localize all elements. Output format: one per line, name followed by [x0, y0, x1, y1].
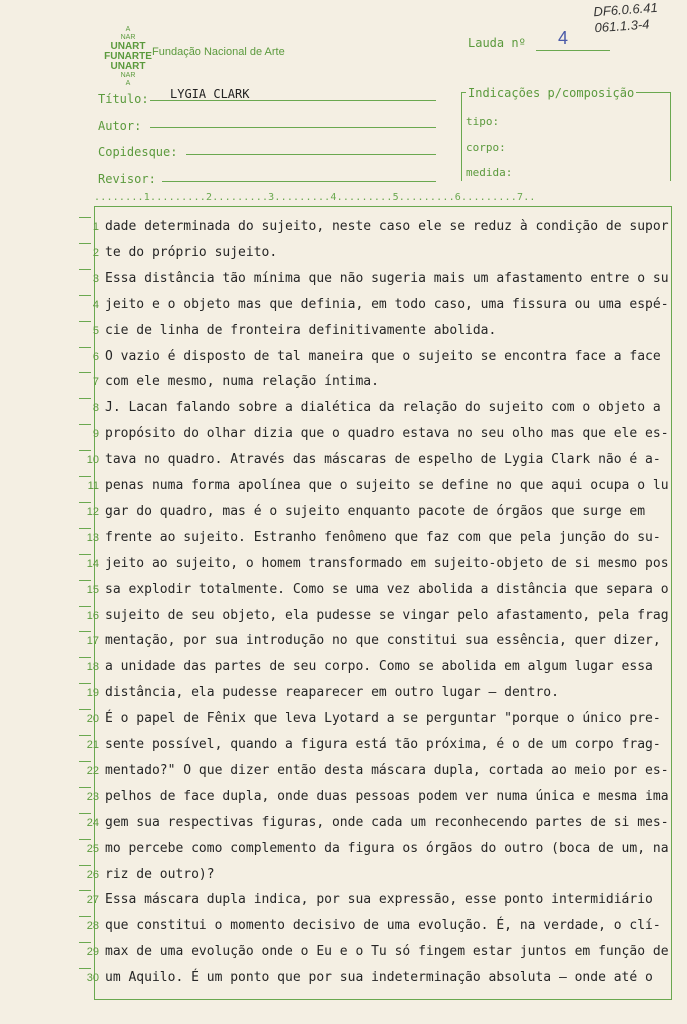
- stamp-line-2: 061.1.3-4: [594, 16, 650, 36]
- line-number: 6: [92, 350, 99, 363]
- text-area: [86, 206, 672, 1000]
- line-number-mark: [79, 865, 91, 866]
- medida-label: medida:: [466, 166, 513, 179]
- text-line: [86, 813, 671, 839]
- line-number: 16: [86, 609, 99, 622]
- line-text: mo percebe como complemento da figura os órgãos do outro (boca de um, na: [105, 840, 669, 856]
- line-number: 3: [92, 272, 99, 285]
- line-text: te do próprio sujeito.: [105, 244, 278, 260]
- line-text: sa explodir totalmente. Como se uma vez abolida a distância que separa o: [105, 581, 669, 597]
- line-number: 24: [86, 816, 99, 829]
- line-text: jeito ao sujeito, o homem transformado em sujeito-objeto de si mesmo pos: [105, 555, 669, 571]
- logo-line: A: [125, 80, 131, 87]
- archive-stamp: [593, 0, 659, 36]
- line-text: Essa distância tão mínima que não sugeria mais um afastamento entre o su: [105, 270, 669, 286]
- line-text: a unidade das partes de seu corpo. Como se abolida em algum lugar essa: [105, 659, 653, 675]
- line-number-mark: [79, 502, 91, 503]
- text-line: [86, 890, 671, 916]
- line-text: max de uma evolução onde o Eu e o Tu só fingem estar juntos em função de: [105, 944, 669, 960]
- autor-line: [150, 127, 436, 128]
- line-text: dade determinada do sujeito, neste caso ele se reduz à condição de supor: [105, 219, 669, 234]
- line-number: 30: [86, 972, 99, 985]
- titulo-value: LYGIA CLARK: [170, 87, 250, 101]
- text-line: [87, 476, 671, 502]
- line-number-mark: [79, 424, 91, 425]
- line-text: Essa máscara dupla indica, por sua expressão, esse ponto intermidiário: [105, 892, 653, 908]
- line-number: 7: [92, 376, 99, 389]
- text-line: [86, 502, 671, 528]
- titulo-label: Título:: [98, 92, 149, 106]
- text-line: [86, 554, 671, 580]
- line-number-mark: [79, 321, 91, 322]
- text-line: [92, 269, 671, 295]
- column-ruler: ........1.........2.........3.........4.........5.........6.........7..: [94, 192, 536, 203]
- line-text: propósito do olhar dizia que o quadro estava no seu olho mas que ele es-: [105, 426, 669, 442]
- line-number-mark: [79, 372, 91, 373]
- line-number-mark: [79, 683, 91, 684]
- text-line: [86, 865, 671, 891]
- line-text: riz de outro)?: [105, 866, 215, 882]
- line-number-mark: [79, 890, 91, 891]
- line-text: pelhos de face dupla, onde duas pessoas podem ver numa única e mesma ima: [105, 788, 669, 804]
- text-line: [86, 787, 671, 813]
- logo-line: FUNARTE: [104, 51, 152, 62]
- line-number: 23: [86, 790, 99, 803]
- text-line: [92, 217, 671, 243]
- text-line: [92, 347, 671, 373]
- line-number-mark: [79, 839, 91, 840]
- text-line: [86, 450, 671, 476]
- line-text: J. Lacan falando sobre a dialética da relação do sujeito com o objeto a: [105, 400, 661, 416]
- line-text: penas numa forma apolínea que o sujeito se define no que aqui ocupa o lu: [105, 478, 669, 493]
- line-number: 15: [86, 583, 99, 596]
- text-line: [86, 942, 671, 968]
- line-number-mark: [79, 631, 91, 632]
- text-line: [92, 295, 671, 321]
- line-number-mark: [79, 657, 91, 658]
- line-text: cie de linha de fronteira definitivamente abolida.: [105, 322, 497, 338]
- line-number: 25: [86, 842, 99, 855]
- line-number-mark: [79, 476, 91, 477]
- line-number-mark: [79, 269, 91, 270]
- line-number-mark: [79, 217, 91, 218]
- line-number: 28: [86, 920, 99, 933]
- line-number: 27: [86, 894, 99, 907]
- line-text: gem sua respectivas figuras, onde cada um reconhecendo partes de si mes-: [105, 814, 669, 830]
- line-text: um Aquilo. É um ponto que por sua indeterminação absoluta — onde até o: [105, 970, 653, 986]
- line-text: mentado?" O que dizer então desta máscara dupla, cortada ao meio por es-: [105, 762, 669, 778]
- logo-line: UNART: [110, 41, 146, 52]
- line-number: 29: [86, 946, 99, 959]
- logo-line: NAR: [120, 72, 136, 79]
- text-line: [92, 372, 671, 398]
- line-text: gar do quadro, mas é o sujeito enquanto pacote de órgãos que surge em: [105, 503, 646, 519]
- text-line: [86, 761, 671, 787]
- text-line: [86, 709, 671, 735]
- line-number: 21: [86, 739, 99, 751]
- logo-line: A: [125, 26, 131, 33]
- indicacoes-title: Indicações p/composição: [468, 86, 635, 100]
- line-text: com ele mesmo, numa relação íntima.: [105, 374, 379, 390]
- lauda-number: 4: [558, 28, 569, 48]
- line-number: 2: [92, 246, 99, 259]
- line-number: 19: [86, 687, 99, 700]
- line-number: 1: [92, 221, 99, 233]
- text-line: [86, 735, 671, 761]
- line-number: 5: [92, 324, 99, 337]
- lauda-underline: [536, 50, 610, 51]
- line-number: 18: [86, 661, 99, 674]
- lauda-label: Lauda nº: [468, 36, 526, 50]
- stamp-line-1: DF6.0.6.41: [592, 0, 659, 20]
- text-line: [86, 968, 671, 994]
- text-line: [86, 916, 671, 942]
- copidesque-line: [186, 154, 436, 155]
- foundation-name: Fundação Nacional de Arte: [152, 46, 285, 58]
- line-text: mentação, por sua introdução no que constitui sua essência, quer dizer,: [105, 633, 661, 649]
- logo-line: UNART: [110, 61, 146, 72]
- line-number-mark: [79, 243, 91, 244]
- line-number: 17: [86, 635, 99, 648]
- line-number-mark: [79, 761, 91, 762]
- line-number-mark: [79, 347, 91, 348]
- text-line: [92, 321, 671, 347]
- line-number: 10: [86, 454, 99, 467]
- revisor-label: Revisor:: [98, 172, 156, 186]
- corpo-label: corpo:: [466, 141, 506, 154]
- line-number: 12: [86, 505, 99, 518]
- logo-line: NAR: [120, 34, 136, 41]
- line-number-mark: [79, 528, 91, 529]
- funarte-logo: [96, 26, 160, 88]
- text-line: [86, 606, 671, 632]
- line-text: frente ao sujeito. Estranho fenômeno que faz com que pela junção do su-: [105, 529, 661, 545]
- line-number-mark: [79, 450, 91, 451]
- text-line: [92, 424, 671, 450]
- line-number: 11: [87, 480, 99, 492]
- line-number: 22: [86, 764, 99, 777]
- line-text: que constitui o momento decisivo de uma evolução. É, na verdade, o clí-: [105, 918, 661, 934]
- line-number: 9: [92, 428, 99, 441]
- line-text: jeito e o objeto mas que definia, em todo caso, uma fissura ou uma espé-: [105, 296, 669, 312]
- line-number-mark: [79, 709, 91, 710]
- line-text: sente possível, quando a figura está tão próxima, é o de um corpo frag-: [105, 737, 661, 752]
- text-line: [86, 657, 671, 683]
- line-number-mark: [79, 968, 91, 969]
- line-text: tava no quadro. Através das máscaras de espelho de Lygia Clark não é a-: [105, 452, 661, 468]
- line-text: É o papel de Fênix que leva Lyotard a se perguntar "porque o único pre-: [105, 711, 661, 727]
- revisor-line: [162, 181, 436, 182]
- line-number-mark: [79, 942, 91, 943]
- text-line: [86, 528, 671, 554]
- line-number-mark: [79, 554, 91, 555]
- line-text: sujeito de seu objeto, ela pudesse se vingar pelo afastamento, pela frag: [105, 607, 669, 623]
- autor-label: Autor:: [98, 119, 142, 133]
- text-line: [92, 398, 671, 424]
- text-line: [92, 243, 671, 269]
- line-number-mark: [79, 813, 91, 814]
- copidesque-label: Copidesque:: [98, 145, 178, 159]
- text-line: [86, 580, 671, 606]
- text-line: [86, 839, 671, 865]
- line-number: 20: [86, 713, 99, 726]
- text-line: [86, 683, 671, 709]
- line-number-mark: [79, 398, 91, 399]
- line-number: 26: [86, 868, 99, 881]
- line-number-mark: [79, 580, 91, 581]
- line-number-mark: [79, 916, 91, 917]
- line-number-mark: [79, 787, 91, 788]
- line-text: O vazio é disposto de tal maneira que o sujeito se encontra face a face: [105, 348, 661, 364]
- line-text: distância, ela pudesse reaparecer em outro lugar — dentro.: [105, 685, 559, 701]
- line-number: 14: [86, 557, 99, 570]
- line-number: 13: [86, 531, 99, 544]
- text-line: [86, 631, 671, 657]
- line-number-mark: [79, 735, 91, 736]
- line-number-mark: [79, 606, 91, 607]
- line-number-mark: [79, 295, 91, 296]
- line-number: 4: [92, 298, 99, 311]
- line-number: 8: [92, 402, 99, 415]
- tipo-label: tipo:: [466, 115, 500, 128]
